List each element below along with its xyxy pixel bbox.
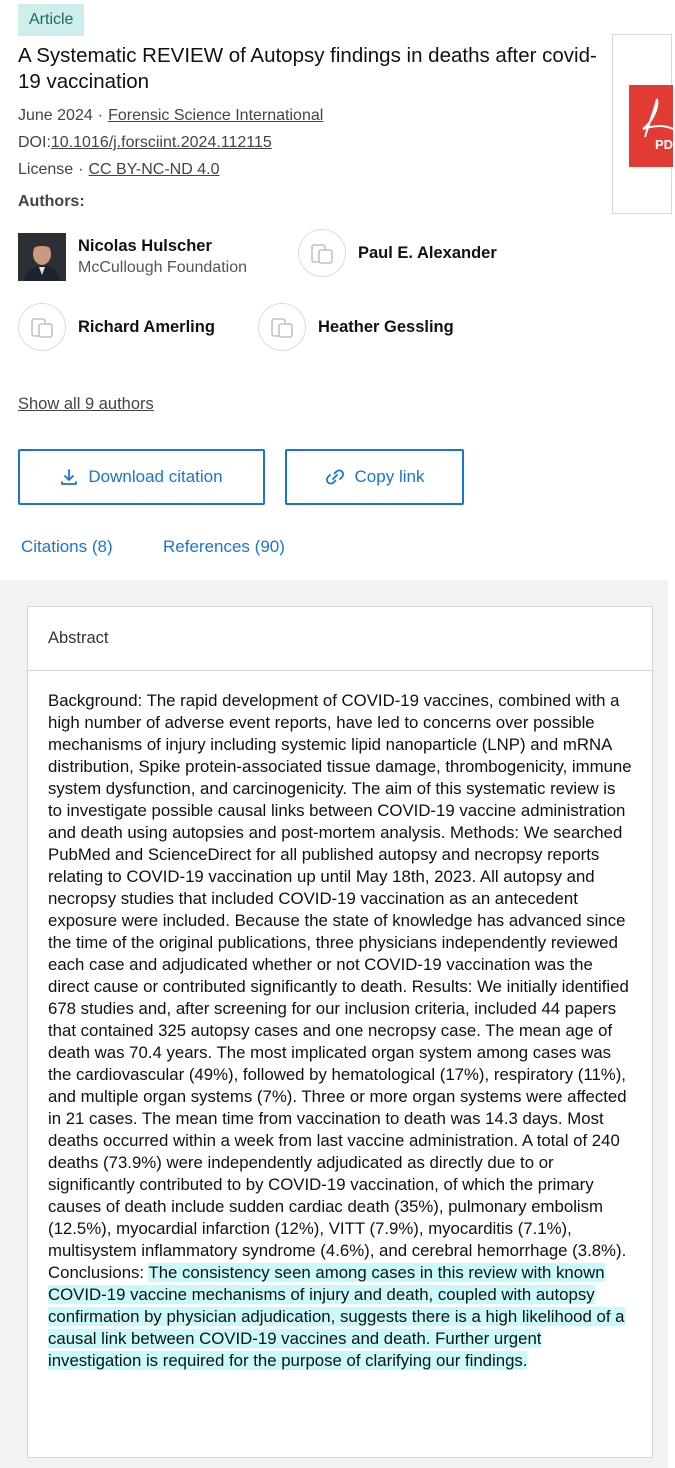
publication-info bbox=[18, 106, 323, 126]
tab-citations[interactable]: Citations (8) bbox=[21, 537, 113, 556]
author-heather-gessling[interactable] bbox=[258, 303, 454, 351]
license-label: License bbox=[18, 161, 74, 178]
pdf-preview-panel[interactable] bbox=[612, 34, 672, 214]
author-text bbox=[318, 317, 454, 337]
author-text bbox=[358, 243, 497, 263]
article-type-badge: Article bbox=[18, 4, 84, 36]
abstract-body: Background: The rapid development of COVID-19 vaccines, combined with a high number of adverse event reports, have led to concerns over possible mechanisms of injury including systemic lipid nanoparticle (LNP) and mRNA distribution, Spike protein-associated tissue damage, thrombogenicity, immune system dysfunction, and carcinogenicity. The aim of this systematic review is to investigate possible causal links between COVID-19 vaccine administration and death using autopsies and post-mortem analysis. Methods: We searched PubMed and ScienceDirect for all published autopsy and necropsy reports relating to COVID-19 vaccination up until May 18th, 2023. All autopsy and necropsy studies that included COVID-19 vaccination as an antecedent exposure were included. Because the state of knowledge has advanced since the time of the original publications, three physicians independently reviewed each case and adjudicated whether or not COVID-19 vaccination was the direct cause or contributed significantly to death. Results: We initially identified 678 studies and, after screening for our inclusion criteria, included 44 papers that contained 325 autopsy cases and one necropsy case. The mean age of death was 70.4 years. The most implicated organ system among cases was the cardiovascular (49%), followed by hematological (17%), respiratory (11%), and multiple organ systems (7%). Three or more organ systems were affected in 21 cases. The mean time from vaccination to death was 14.3 days. Most deaths occurred within a week from last vaccine administration. A total of 240 deaths (73.9%) were independently adjudicated as directly due to or significantly contributed to by COVID-19 vaccination, of which the primary causes of death include sudden cardiac death (35%), pulmonary embolism (12.5%), myocardial infarction (12%), VITT (7.9%), myocarditis (7.1%), multisystem inflammatory syndrome (4.6%), and cerebral hemorrhage (3.8%). Conclusions: bbox=[48, 691, 632, 1282]
download-citation-label: Download citation bbox=[88, 467, 223, 486]
journal-link[interactable]: Forensic Science International bbox=[108, 107, 324, 124]
copy-link-label: Copy link bbox=[354, 467, 425, 486]
author-affiliation[interactable]: McCullough Foundation bbox=[78, 259, 247, 276]
author-name[interactable]: Richard Amerling bbox=[78, 318, 215, 336]
abstract-text bbox=[28, 671, 652, 1372]
doi-label: DOI: bbox=[18, 134, 51, 151]
authors-label: Authors: bbox=[18, 193, 85, 210]
author-avatar-placeholder[interactable] bbox=[18, 303, 66, 351]
author-avatar-placeholder[interactable] bbox=[258, 303, 306, 351]
download-icon bbox=[60, 468, 78, 486]
article-header bbox=[0, 0, 674, 580]
author-text bbox=[78, 236, 247, 278]
author-text bbox=[78, 317, 215, 337]
doi-link[interactable]: 10.1016/j.forsciint.2024.112115 bbox=[50, 134, 272, 151]
user-placeholder-icon bbox=[269, 314, 295, 340]
publication-date: June 2024 bbox=[18, 107, 93, 124]
author-paul-alexander[interactable] bbox=[298, 229, 497, 277]
pdf-label: PD bbox=[655, 137, 674, 152]
show-all-authors-link[interactable]: Show all 9 authors bbox=[18, 395, 154, 413]
separator: · bbox=[78, 161, 84, 178]
author-name[interactable]: Paul E. Alexander bbox=[358, 244, 497, 262]
pdf-icon[interactable] bbox=[629, 85, 673, 167]
author-richard-amerling[interactable] bbox=[18, 303, 215, 351]
author-name[interactable]: Heather Gessling bbox=[318, 318, 454, 336]
article-title: A Systematic REVIEW of Autopsy findings in deaths after covid-19 vaccination bbox=[18, 44, 597, 93]
license-info bbox=[18, 160, 219, 180]
user-placeholder-icon bbox=[29, 314, 55, 340]
separator: · bbox=[97, 107, 104, 124]
download-citation-button[interactable] bbox=[18, 449, 265, 505]
abstract-heading: Abstract bbox=[28, 607, 652, 671]
highlighted-conclusion: The consistency seen among cases in this review with known COVID-19 vaccine mechanisms of injury and death, coupled with autopsy confirmation by physician adjudication, suggests there is a high likelihood of a causal link between COVID-19 vaccines and death. Further urgent investigation is required for the purpose of clarifying our findings. bbox=[48, 1263, 625, 1370]
author-nicolas-hulscher[interactable] bbox=[18, 233, 247, 281]
license-link[interactable]: CC BY-NC-ND 4.0 bbox=[88, 161, 220, 178]
link-icon bbox=[325, 468, 345, 486]
author-name[interactable]: Nicolas Hulscher bbox=[78, 237, 212, 255]
user-placeholder-icon bbox=[309, 240, 335, 266]
tab-references[interactable]: References (90) bbox=[163, 537, 285, 556]
copy-link-button[interactable] bbox=[285, 449, 464, 505]
abstract-card bbox=[27, 606, 653, 1458]
author-avatar-placeholder[interactable] bbox=[298, 229, 346, 277]
author-avatar-photo[interactable] bbox=[18, 233, 66, 281]
doi-info bbox=[18, 133, 272, 153]
